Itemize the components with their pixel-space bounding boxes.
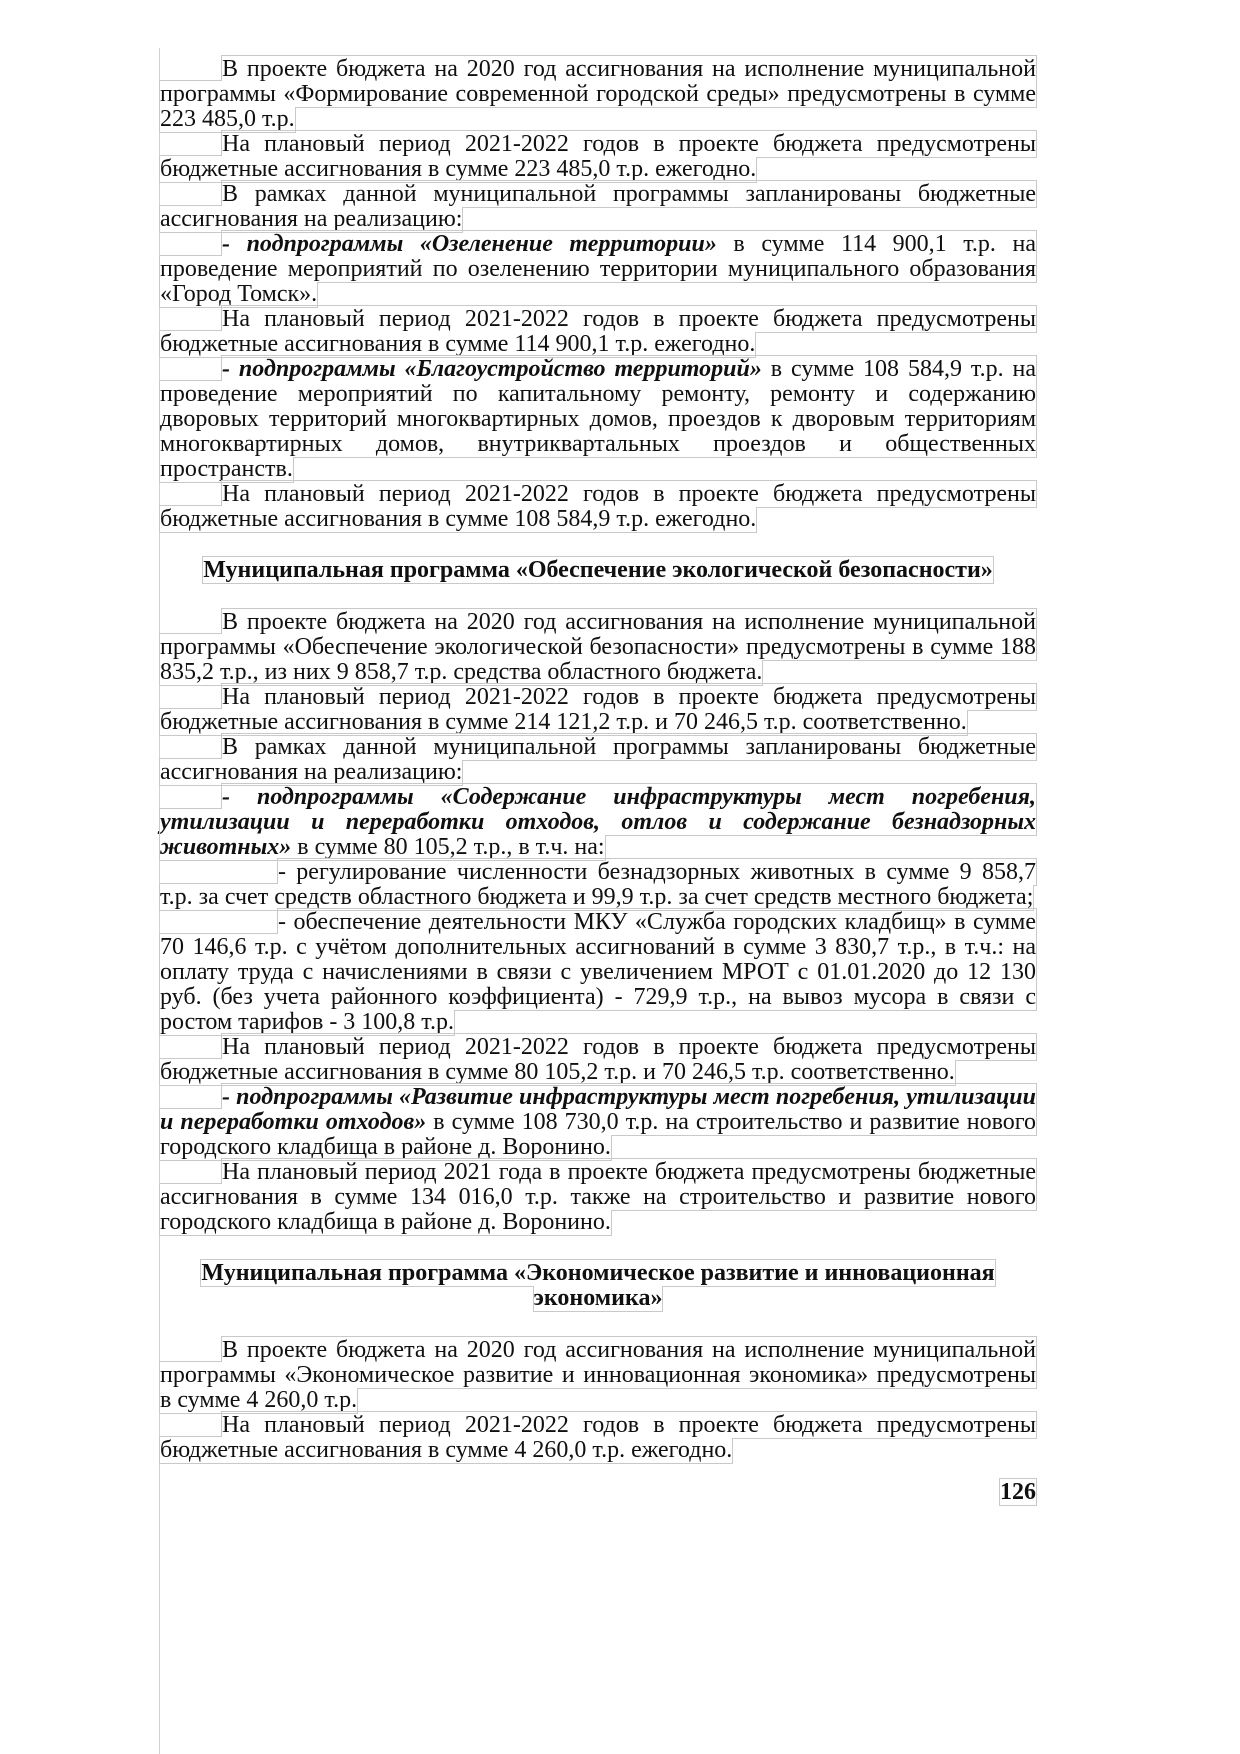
paragraph: [160, 860, 1036, 910]
paragraph-text: - регулирование численности безнадзорных животных в сумме 9 858,7 т.р. за счет средств областного бюджета и 99,9 т.р. за счет средств местного бюджета;: [160, 859, 1036, 910]
subprogram-name: - подпрограммы «Развитие инфраструктуры мест погребения, утилизации и переработки отходов»: [160, 1084, 1036, 1135]
text-column: [160, 57, 1036, 1463]
paragraph: [160, 182, 1036, 232]
paragraph-text: В рамках данной муниципальной программы запланированы бюджетные ассигнования на реализацию:: [160, 181, 1036, 232]
paragraph: [160, 1035, 1036, 1085]
page-number-text: 126: [1000, 1479, 1036, 1505]
paragraph: [160, 57, 1036, 132]
paragraph: [160, 1160, 1036, 1235]
paragraph-text: На плановый период 2021-2022 годов в проекте бюджета предусмотрены бюджетные ассигнования в сумме 4 260,0 т.р. ежегодно.: [160, 1412, 1036, 1463]
paragraph-text: На плановый период 2021-2022 годов в проекте бюджета предусмотрены бюджетные ассигнования в сумме 114 900,1 т.р. ежегодно.: [160, 306, 1036, 357]
page-number: [160, 1480, 1036, 1505]
paragraph: [160, 482, 1036, 532]
subprogram-name: - подпрограммы «Благоустройство территорий»: [222, 356, 762, 382]
paragraph-text: [160, 784, 1036, 860]
paragraph-text: В рамках данной муниципальной программы запланированы бюджетные ассигнования на реализацию:: [160, 734, 1036, 785]
paragraph-text: В проекте бюджета на 2020 год ассигнования на исполнение муниципальной программы «Экономическое развитие и инновационная экономика» предусмотрены в сумме 4 260,0 т.р.: [160, 1337, 1036, 1413]
paragraph-text: в сумме 108 730,0 т.р. на строительство и развитие нового городского кладбища в районе д. Воронино.: [160, 1109, 1036, 1160]
paragraph: [160, 785, 1036, 860]
paragraph: [160, 910, 1036, 1035]
paragraph-text: На плановый период 2021-2022 годов в проекте бюджета предусмотрены бюджетные ассигнования в сумме 108 584,9 т.р. ежегодно.: [160, 481, 1036, 532]
subprogram-name: - подпрограммы «Озеленение территории»: [222, 231, 717, 257]
paragraph-text: - обеспечение деятельности МКУ «Служба городских кладбищ» в сумме 70 146,6 т.р. с учётом дополнительных ассигнований в сумме 3 830,7 т.р., в т.ч.: на оплату труда с начислениями в связи с увеличением МРОТ с 01.01.2020 до 12 130 руб. (без учета районного коэффициента) - 729,9 т.р., на вывоз мусора в связи с ростом тарифов - 3 100,8 т.р.: [160, 909, 1036, 1035]
paragraph: [160, 1338, 1036, 1413]
paragraph: [160, 1413, 1036, 1463]
paragraph-text: [160, 356, 1036, 482]
paragraph-text: На плановый период 2021-2022 годов в проекте бюджета предусмотрены бюджетные ассигнования в сумме 80 105,2 т.р. и 70 246,5 т.р. соответственно.: [160, 1034, 1036, 1085]
paragraph: [160, 1085, 1036, 1160]
section-heading-text: Муниципальная программа «Экономическое развитие и инновационная экономика»: [201, 1260, 995, 1311]
paragraph: [160, 610, 1036, 685]
paragraph: [160, 307, 1036, 357]
paragraph-text: На плановый период 2021-2022 годов в проекте бюджета предусмотрены бюджетные ассигнования в сумме 223 485,0 т.р. ежегодно.: [160, 131, 1036, 182]
paragraph-text: В проекте бюджета на 2020 год ассигнования на исполнение муниципальной программы «Формирование современной городской среды» предусмотрены в сумме 223 485,0 т.р.: [160, 56, 1036, 132]
paragraph-text: На плановый период 2021 года в проекте бюджета предусмотрены бюджетные ассигнования в сумме 134 016,0 т.р. также на строительство и развитие нового городского кладбища в районе д. Воронино.: [160, 1159, 1036, 1235]
paragraph-text: [160, 1084, 1036, 1160]
paragraph-text: в сумме 108 584,9 т.р. на проведение мероприятий по капитальному ремонту, ремонту и содержанию дворовых территорий многоквартирных домов, проездов к дворовым территориям многоквартирных домов, внутриквартальных проездов и общественных пространств.: [160, 356, 1037, 482]
paragraph-text: [160, 231, 1036, 307]
paragraph: [160, 357, 1036, 482]
section-heading: [160, 1261, 1036, 1311]
paragraph: [160, 232, 1036, 307]
section-heading: [160, 558, 1036, 583]
paragraph: [160, 685, 1036, 735]
paragraph: [160, 735, 1036, 785]
paragraph-text: На плановый период 2021-2022 годов в проекте бюджета предусмотрены бюджетные ассигнования в сумме 214 121,2 т.р. и 70 246,5 т.р. соответственно.: [160, 684, 1036, 735]
paragraph: [160, 132, 1036, 182]
paragraph-text: в сумме 114 900,1 т.р. на проведение мероприятий по озеленению территории муниципального образования «Город Томск».: [160, 231, 1037, 307]
paragraph-text: в сумме 80 105,2 т.р., в т.ч. на:: [291, 834, 605, 860]
paragraph-text: В проекте бюджета на 2020 год ассигнования на исполнение муниципальной программы «Обеспечение экологической безопасности» предусмотрены в сумме 188 835,2 т.р., из них 9 858,7 т.р. средства областного бюджета.: [160, 609, 1036, 685]
subprogram-name: - подпрограммы «Содержание инфраструктуры мест погребения, утилизации и переработки отходов, отлов и содержание безнадзорных животных»: [160, 784, 1036, 860]
section-heading-text: Муниципальная программа «Обеспечение экологической безопасности»: [203, 557, 993, 583]
